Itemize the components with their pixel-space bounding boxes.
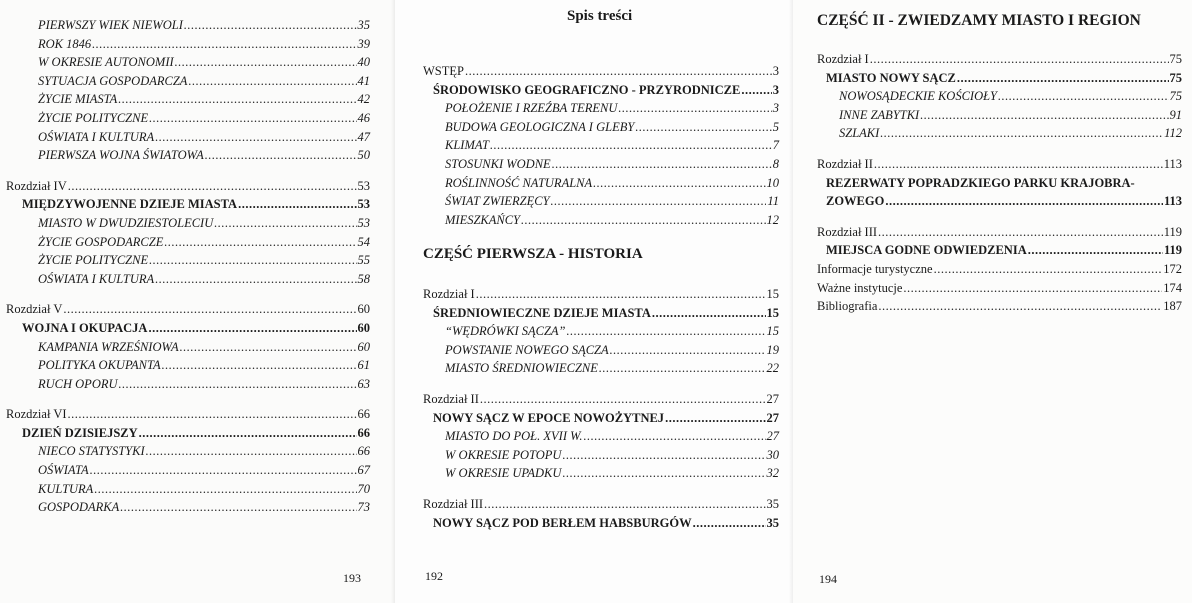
toc-entry-title: W OKRESIE UPADKU (445, 466, 562, 481)
toc-entry-title: INNE ZABYTKI (839, 107, 920, 122)
toc-entry-title: Rozdział II (423, 391, 479, 406)
dot-leader (521, 211, 765, 230)
dot-leader (484, 495, 765, 514)
toc-group (6, 405, 370, 517)
toc-entry-page: 55 (357, 253, 370, 268)
toc-entry (6, 319, 370, 338)
toc-entry-title: Rozdział I (817, 52, 869, 66)
toc-entry-title: W OKRESIE POTOPU (445, 447, 562, 462)
dot-leader (119, 375, 357, 394)
toc-entry (6, 300, 370, 319)
toc-title: Spis treści (567, 8, 633, 24)
toc-entry-title: NOWY SĄCZ POD BERŁEM HABSBURGÓW (433, 515, 692, 530)
toc-entry-title-line2: ZOWEGO (826, 194, 885, 209)
dot-leader (903, 279, 1162, 298)
toc-entry-title: PIERWSZY WIEK NIEWOLI (38, 18, 183, 32)
toc-entry-title: MIEJSCA GODNE ODWIEDZENIA (826, 243, 1027, 258)
dot-leader (870, 50, 1169, 69)
toc-group (423, 390, 779, 483)
toc-entry-title: OŚWIATA I KULTURA (38, 129, 155, 144)
toc-entry (423, 174, 779, 193)
left-toc (6, 16, 370, 517)
dot-leader (155, 270, 356, 289)
toc-entry (423, 341, 779, 360)
toc-entry-title: KAMPANIA WRZEŚNIOWA (38, 339, 179, 354)
toc-entry-page: 30 (766, 447, 779, 462)
toc-entry (6, 214, 370, 233)
dot-leader (162, 356, 357, 375)
toc-entry (423, 495, 779, 514)
toc-entry-page: 70 (357, 481, 370, 496)
dot-leader (693, 514, 766, 533)
toc-group (6, 177, 370, 289)
toc-entry-page: 15 (766, 287, 779, 301)
dot-leader (149, 109, 356, 128)
toc-entry-title: STOSUNKI WODNE (445, 156, 551, 171)
dot-leader (567, 322, 766, 341)
toc-entry-title: ŻYCIE GOSPODARCZE (38, 234, 164, 249)
part-two-heading: CZĘŚĆ II - ZWIEDZAMY MIASTO I REGION (817, 12, 1141, 29)
toc-entry-title: MIESZKAŃCY (445, 212, 521, 227)
toc-entry-title: DZIEŃ DZISIEJSZY (22, 425, 138, 440)
toc-entry-title: Rozdział III (817, 224, 878, 239)
dot-leader (584, 427, 766, 446)
toc-entry (423, 192, 779, 211)
toc-entry (423, 62, 779, 81)
toc-entry-page: 11 (767, 194, 779, 209)
toc-entry (817, 155, 1182, 174)
toc-entry-page: 40 (357, 55, 370, 70)
toc-entry-page: 3 (772, 82, 779, 97)
toc-entry (817, 279, 1182, 298)
dot-leader (476, 285, 766, 304)
toc-entry-page: 50 (357, 148, 370, 163)
toc-entry (6, 128, 370, 147)
toc-group (423, 285, 779, 378)
toc-entry-page: 112 (1164, 126, 1182, 141)
dot-leader (562, 464, 765, 483)
dot-leader (878, 223, 1163, 242)
dot-leader (465, 62, 772, 81)
dot-leader (175, 53, 357, 72)
toc-entry-page: 22 (766, 361, 779, 376)
toc-entry-page: 174 (1163, 280, 1182, 295)
toc-entry (423, 81, 779, 100)
right-page (793, 0, 1192, 603)
toc-entry-page: 53 (357, 215, 370, 230)
toc-entry-page: 119 (1163, 243, 1182, 258)
toc-entry-page: 187 (1163, 299, 1182, 314)
toc-entry-multiline (817, 174, 1182, 211)
toc-entry (6, 109, 370, 128)
dot-leader (665, 409, 765, 428)
toc-entry (6, 442, 370, 461)
toc-entry (6, 356, 370, 375)
toc-entry (6, 251, 370, 270)
toc-entry-title: WSTĘP (423, 64, 464, 78)
dot-leader (90, 461, 357, 480)
toc-entry-title: MIASTO W DWUDZIESTOLECIU (38, 215, 214, 230)
toc-entry (817, 50, 1182, 69)
toc-entry (423, 322, 779, 341)
toc-group (6, 300, 370, 393)
toc-entry (817, 241, 1182, 260)
dot-leader (874, 155, 1163, 174)
toc-entry-title: Rozdział V (6, 302, 63, 317)
toc-entry-page: 91 (1169, 107, 1182, 122)
toc-entry-page: 53 (357, 178, 370, 193)
toc-entry-title: NOWOSĄDECKIE KOŚCIOŁY (839, 89, 997, 104)
toc-entry (6, 375, 370, 394)
dot-leader (610, 341, 766, 360)
toc-entry-page: 75 (1169, 70, 1182, 85)
toc-entry-page: 3 (772, 101, 779, 116)
toc-entry-page: 35 (766, 515, 779, 530)
toc-entry-page: 12 (766, 212, 779, 227)
toc-entry (6, 146, 370, 165)
toc-entry-page: 8 (772, 156, 779, 171)
toc-entry-title: POWSTANIE NOWEGO SĄCZA (445, 342, 609, 357)
toc-entry (817, 260, 1182, 279)
middle-toc (423, 285, 779, 532)
toc-entry-page: 27 (766, 410, 779, 425)
toc-entry-title: OŚWIATA (38, 463, 89, 478)
dot-leader (920, 106, 1168, 125)
dot-leader (552, 155, 772, 174)
toc-entry-page: 66 (357, 444, 370, 459)
toc-entry-title: SYTUACJA GOSPODARCZA (38, 73, 188, 88)
toc-entry (817, 223, 1182, 242)
toc-entry-title: MIĘDZYWOJENNE DZIEJE MIASTA (22, 197, 238, 212)
toc-entry-page: 172 (1163, 261, 1182, 276)
toc-entry-title: MIASTO NOWY SĄCZ (826, 70, 956, 85)
toc-entry-title: ROŚLINNOŚĆ NATURALNA (445, 175, 593, 190)
toc-entry-title: NIECO STATYSTYKI (38, 444, 145, 459)
toc-entry-title: POLITYKA OKUPANTA (38, 358, 161, 373)
dot-leader (118, 90, 356, 109)
toc-entry-title: ŻYCIE MIASTA (38, 92, 118, 107)
dot-leader (68, 177, 357, 196)
toc-entry-page: 58 (357, 271, 370, 286)
dot-leader (635, 118, 771, 137)
toc-entry (423, 427, 779, 446)
toc-entry-title: Rozdział III (423, 496, 484, 511)
toc-entry-page: 47 (357, 129, 370, 144)
dot-leader (120, 498, 356, 517)
toc-entry (423, 118, 779, 137)
toc-entry-title: SZLAKI (839, 126, 880, 141)
dot-leader (885, 192, 1163, 211)
toc-entry-page: 75 (1169, 89, 1182, 104)
toc-entry-page: 41 (357, 73, 370, 88)
middle-toc-intro (423, 62, 779, 229)
dot-leader (741, 81, 771, 100)
dot-leader (149, 251, 356, 270)
toc-entry (423, 136, 779, 155)
middle-page-number: 192 (425, 569, 443, 583)
part-one-heading: CZĘŚĆ PIERWSZA - HISTORIA (423, 246, 643, 262)
toc-entry-title: Informacje turystyczne (817, 261, 933, 276)
toc-entry (6, 53, 370, 72)
toc-entry-title: KULTURA (38, 481, 94, 496)
dot-leader (618, 99, 771, 118)
toc-entry-title: W OKRESIE AUTONOMII (38, 55, 174, 70)
toc-entry-page: 66 (357, 407, 370, 422)
toc-group (6, 16, 370, 165)
toc-entry (817, 106, 1182, 125)
toc-entry-page: 113 (1163, 156, 1182, 171)
toc-entry-page: 63 (357, 376, 370, 391)
dot-leader (180, 338, 357, 357)
toc-entry-page: 3 (772, 64, 779, 78)
toc-entry-page: 5 (772, 119, 779, 134)
toc-entry-page: 53 (357, 197, 370, 212)
dot-leader (652, 304, 766, 323)
toc-entry (6, 90, 370, 109)
toc-entry (817, 124, 1182, 143)
toc-entry-title: KLIMAT (445, 138, 489, 153)
toc-entry-page: 119 (1163, 224, 1182, 239)
toc-entry-title: Bibliografia (817, 299, 878, 314)
toc-entry (423, 409, 779, 428)
toc-entry (6, 480, 370, 499)
toc-entry-title: Rozdział IV (6, 178, 67, 193)
toc-entry (423, 155, 779, 174)
toc-entry-page: 32 (766, 466, 779, 481)
toc-entry-title: RUCH OPORU (38, 376, 118, 391)
toc-entry-page: 35 (766, 496, 779, 511)
dot-leader (551, 192, 767, 211)
toc-entry-page: 61 (357, 358, 370, 373)
dot-leader (599, 359, 766, 378)
dot-leader (188, 72, 356, 91)
toc-entry-page: 27 (766, 429, 779, 444)
toc-entry (6, 424, 370, 443)
toc-entry (6, 405, 370, 424)
toc-entry-page: 75 (1169, 52, 1182, 66)
toc-entry-title: GOSPODARKA (38, 500, 120, 515)
toc-entry-title: POŁOŻENIE I RZEŹBA TERENU (445, 101, 618, 116)
dot-leader (139, 424, 357, 443)
toc-entry (6, 461, 370, 480)
toc-entry-title: Rozdział VI (6, 407, 67, 422)
dot-leader (146, 442, 357, 461)
toc-entry-title: OŚWIATA I KULTURA (38, 271, 155, 286)
toc-entry (6, 270, 370, 289)
dot-leader (214, 214, 356, 233)
toc-entry (6, 195, 370, 214)
toc-entry-title: ŚWIAT ZWIERZĘCY (445, 194, 550, 209)
toc-entry (6, 498, 370, 517)
toc-entry-page: 27 (766, 391, 779, 406)
toc-entry-page: 66 (357, 425, 370, 440)
toc-entry-title: ŻYCIE POLITYCZNE (38, 253, 149, 268)
toc-entry-page: 15 (766, 305, 779, 320)
toc-entry (817, 87, 1182, 106)
toc-entry-title: PIERWSZA WOJNA ŚWIATOWA (38, 148, 204, 163)
toc-group (423, 495, 779, 532)
toc-entry (817, 69, 1182, 88)
dot-leader (155, 128, 356, 147)
toc-entry-page: 15 (766, 324, 779, 339)
toc-entry-title: MIASTO ŚREDNIOWIECZNE (445, 361, 598, 376)
toc-entry-title: ROK 1846 (38, 36, 92, 51)
toc-entry (423, 304, 779, 323)
left-page-number: 193 (343, 571, 361, 585)
toc-entry-page: 35 (357, 18, 370, 32)
toc-entry (423, 464, 779, 483)
toc-entry-page: 54 (357, 234, 370, 249)
dot-leader (94, 480, 356, 499)
dot-leader (562, 446, 765, 465)
toc-entry-title: Rozdział I (423, 287, 475, 301)
toc-entry-page: 7 (772, 138, 779, 153)
toc-entry-title: ŚREDNIOWIECZNE DZIEJE MIASTA (433, 305, 651, 320)
dot-leader (92, 35, 356, 54)
toc-entry-title: BUDOWA GEOLOGICZNA I GLEBY (445, 119, 635, 134)
toc-entry-page: 10 (766, 175, 779, 190)
right-page-number: 194 (819, 572, 837, 586)
toc-entry-page: 39 (357, 36, 370, 51)
toc-entry-page: 60 (357, 320, 370, 335)
dot-leader (68, 405, 357, 424)
toc-entry-title: Ważne instytucje (817, 280, 903, 295)
toc-entry-page: 60 (357, 339, 370, 354)
toc-entry (423, 285, 779, 304)
dot-leader (63, 300, 356, 319)
toc-entry (423, 446, 779, 465)
toc-entry (423, 211, 779, 230)
toc-entry (6, 16, 370, 35)
toc-entry (6, 72, 370, 91)
left-page (0, 0, 395, 603)
dot-leader (957, 69, 1169, 88)
dot-leader (880, 124, 1163, 143)
toc-entry-title: ŚRODOWISKO GEOGRAFICZNO - PRZYRODNICZE (433, 82, 741, 97)
dot-leader (998, 87, 1169, 106)
dot-leader (490, 136, 772, 155)
dot-leader (148, 319, 356, 338)
toc-entry-page: 73 (357, 500, 370, 515)
dot-leader (1028, 241, 1163, 260)
toc-entry (6, 338, 370, 357)
toc-entry (6, 233, 370, 252)
toc-entry-page: 19 (766, 342, 779, 357)
middle-page (395, 0, 793, 603)
toc-entry-page: 67 (357, 463, 370, 478)
toc-entry-title: NOWY SĄCZ W EPOCE NOWOŻYTNEJ (433, 410, 665, 425)
dot-leader (934, 260, 1163, 279)
toc-entry-title: MIASTO DO POŁ. XVII W. (445, 429, 583, 444)
toc-entry-title-line1: REZERWATY POPRADZKIEGO PARKU KRAJOBRA- (826, 175, 1135, 190)
toc-entry-page: 113 (1163, 194, 1182, 209)
toc-entry-title: Rozdział II (817, 156, 873, 171)
toc-entry (423, 390, 779, 409)
dot-leader (205, 146, 357, 165)
toc-entry (423, 359, 779, 378)
toc-entry-title: ŻYCIE POLITYCZNE (38, 110, 149, 125)
dot-leader (164, 233, 356, 252)
dot-leader (593, 174, 765, 193)
toc-entry (817, 297, 1182, 316)
toc-entry (423, 514, 779, 533)
toc-entry-title: WOJNA I OKUPACJA (22, 320, 148, 335)
toc-entry-title: “WĘDRÓWKI SĄCZA” (445, 324, 566, 339)
toc-entry-page: 46 (357, 110, 370, 125)
dot-leader (480, 390, 766, 409)
toc-entry-page: 60 (357, 302, 370, 317)
dot-leader (878, 297, 1162, 316)
toc-entry (6, 177, 370, 196)
toc-entry (6, 35, 370, 54)
right-toc (817, 50, 1182, 316)
dot-leader (184, 16, 357, 35)
dot-leader (238, 195, 356, 214)
toc-entry (423, 99, 779, 118)
toc-entry-page: 42 (357, 92, 370, 107)
